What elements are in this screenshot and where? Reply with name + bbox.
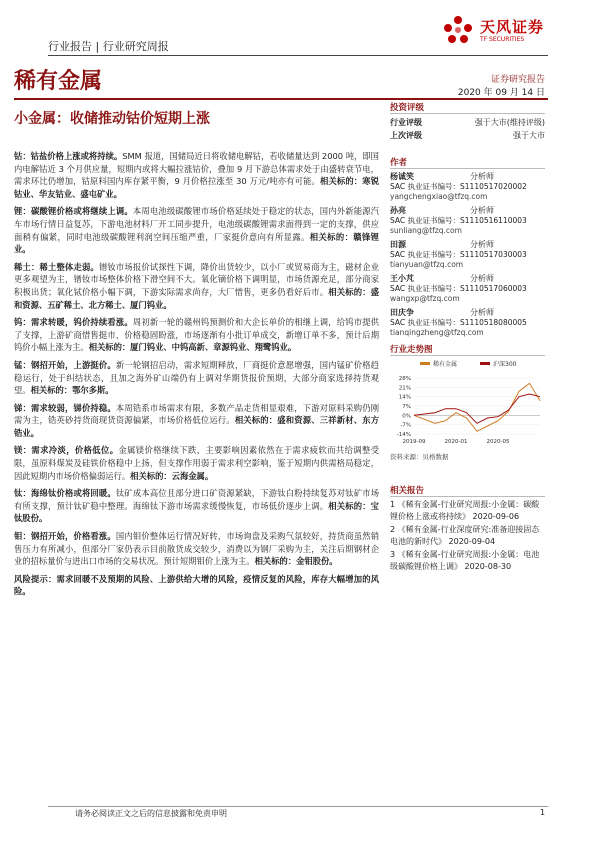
body-paragraph <box>14 444 379 482</box>
paragraph-highlight: 钨：需求转暖，钨价持续看涨。 <box>14 317 133 328</box>
body-paragraph <box>14 261 379 311</box>
paragraph-highlight: 镁：需求冷淡，价格低位。 <box>14 445 119 456</box>
y-tick-label: -14% <box>396 432 411 438</box>
paragraph-highlight: 钼：钢招开始，价格看涨。 <box>14 531 116 542</box>
company-logo <box>440 12 550 52</box>
body-paragraph <box>14 150 379 200</box>
y-tick-label: -7% <box>400 422 411 429</box>
paragraph-text: 本周电池级碳酸锂市场价格延续处于稳定的状态，国内外新能源汽车市场行情日益复苏，下游电池材料厂开工同步提升，电池级碳酸锂需求面得到一定的支撑，供应面稍有偏紧，同时电池级碳酸锂利润空间压缩严重，厂家挺价意向有所显露。 <box>14 206 379 242</box>
page-number: 1 <box>540 808 546 817</box>
author-entry <box>390 274 555 304</box>
industry-rating-value: 强于大市(维持评级) <box>474 118 545 127</box>
x-tick-label: 2020-01 <box>444 439 468 445</box>
legend-swatch <box>480 362 490 365</box>
author-email[interactable]: yangchengxiao@tfzq.com <box>390 192 488 201</box>
author-email[interactable]: tianqingzheng@tfzq.com <box>390 328 484 337</box>
paragraph-highlight: 相关标的：宝钛股份。 <box>14 500 379 524</box>
author-entry <box>390 172 555 202</box>
author-entry <box>390 308 555 338</box>
rating-divider <box>390 113 545 114</box>
y-tick-label: 7% <box>402 404 411 410</box>
author-name: 王小芃 <box>390 274 414 283</box>
paragraph-text: 周初新一轮的赣州钨预测价和大企长单价的相继上调，给钨市提供了支撑，上游矿商惜售挺市，价格稳固盼涨，市场逐渐有小批订单成交，新增订单不多，预计后期钨价小幅上涨为主。 <box>14 317 379 353</box>
authors-heading: 作者 <box>390 158 408 168</box>
paragraph-highlight: 相关标的：金钼股份。 <box>254 556 338 567</box>
paragraph-highlight: 钛：海绵钛价格或将回暖。 <box>14 488 116 499</box>
author-sac: SAC 执业证书编号：S1110518080005 <box>390 318 527 327</box>
body-paragraph <box>14 402 379 440</box>
author-sac: SAC 执业证书编号：S1110517020002 <box>390 182 527 191</box>
paragraph-highlight: 相关标的：赣锋锂业。 <box>14 231 379 255</box>
paragraph-text: 新一轮钢招启动，需求短期释放，厂商挺价意愿增强，国内锰矿价格趋稳运行，处于纠结状态，且加之海外矿山端仍有上调对华期货报价预期，大部分商家选择持货观望。 <box>14 359 379 396</box>
author-title: 分析师 <box>470 172 494 181</box>
paragraph-highlight: 相关标的：云海金属。 <box>130 470 214 481</box>
paragraph-highlight: 锂：碳酸锂价格或将继续上调。 <box>14 206 133 217</box>
page-title: 稀有金属 <box>14 69 103 94</box>
author-title: 分析师 <box>470 240 494 249</box>
paragraph-text: 国内钼价整体运行情况好转，市场询盘及采购气氛较好，持货商虽然销售压力有所减小，但部分厂家仍表示目前散货成交较少，消费以为钢厂采购为主，关注后期钢材企业的招标量价与进出口市场的交易状况。预计短期钼价上涨为主。 <box>14 531 379 567</box>
body-paragraph <box>14 359 379 397</box>
author-email[interactable]: sunliang@tfzq.com <box>390 226 462 235</box>
paragraph-text: 金属镁价格继续下跌，主要影响因素依然在于需求疲软而共给调整受限，虽原料煤炭及硅铁价格稳中上扬，但支撑作用弱于需求利空影响，鉴于短期内供需格局稳定，因此短期内市场价格偏弱运行。 <box>14 445 379 481</box>
industry-rating <box>390 117 545 128</box>
paragraph-highlight: 稀土：稀土整体走弱。 <box>14 261 99 272</box>
author-name: 田庆争 <box>390 308 414 317</box>
related-report-item[interactable]: 3 《稀有金属-行业研究周报:小金属：电池级碳酸锂价格上调》 2020-08-30 <box>390 550 540 571</box>
author-name: 杨诚笑 <box>390 172 414 181</box>
paragraph-highlight: 风险提示：需求回暖不及预期的风险、上游供给大增的风险，疫情反复的风险，库存大幅增加的风险。 <box>14 573 379 597</box>
previous-rating-value: 强于大市 <box>513 131 545 140</box>
paragraph-highlight: 钴：钴盐价格上涨或将持续。 <box>14 151 123 161</box>
series-line <box>414 383 540 431</box>
trend-divider <box>390 355 545 356</box>
previous-rating <box>390 130 545 141</box>
rating-heading: 投资评级 <box>390 103 425 113</box>
paragraph-highlight: 相关标的：寒锐钴业、华友钴业、盛屯矿业。 <box>14 176 379 199</box>
report-subtitle: 小金属：收储推动钴价短期上涨 <box>14 111 210 127</box>
author-name: 田源 <box>390 240 406 249</box>
author-entry <box>390 206 555 236</box>
industry-rating-label: 行业评级 <box>390 118 422 127</box>
author-name: 孙亮 <box>390 206 406 215</box>
paragraph-text: SMM 报道，国储局近日将收储电解钴，若收储量达到 2000 吨，即国内电解钴近 3 个月供应量，短期内或将大幅拉涨钴价，叠加 9 月下游总体需求处于由盛转衰节电，需求环比仍增加，钴原料国内库存紧平衡，9 月价格拉涨至 30 万元/吨亦有可能。 <box>14 151 379 187</box>
related-divider <box>390 496 545 497</box>
author-email[interactable]: tianyuan@tfzq.com <box>390 260 464 269</box>
logo-text-en: TF SECURITIES <box>480 36 525 43</box>
paragraph-text: 镨钕市场报价试探性下调，降价出货较少，以小厂或贸易商为主，磁材企业更多观望为主，镨钕市场整体价格下滑空间不大。氧化镝价格下调明显，市场货源充足，部分商家积极出货；氧化铽价格小幅下调，下游实际需求尚存，大厂惜售，更多仍看好后市。 <box>14 261 379 297</box>
chart-source: 资料来源：贝格数据 <box>390 453 449 461</box>
body-paragraph <box>14 530 379 568</box>
y-tick-label: 14% <box>398 394 411 401</box>
trend-heading: 行业走势图 <box>390 345 433 355</box>
legend-label: 沪深300 <box>493 361 517 368</box>
related-reports-list <box>390 499 545 574</box>
logo-mark-icon <box>440 12 476 48</box>
paragraph-highlight: 相关标的：盛和资源、五矿稀土、北方稀土、厦门钨业。 <box>14 286 379 310</box>
author-title: 分析师 <box>470 206 494 215</box>
title-divider <box>14 98 548 100</box>
footer-disclaimer: 请务必阅读正文之后的信息披露和免责申明 <box>75 809 227 818</box>
body-paragraph <box>14 205 379 255</box>
paragraph-highlight: 锰：钢招开始，上游挺价。 <box>14 359 116 370</box>
x-tick-label: 2020-05 <box>486 439 510 445</box>
paragraph-highlight: 相关标的：厦门钨业、中钨高新、章源钨业、翔鹭钨业。 <box>88 342 297 353</box>
author-entry <box>390 240 555 270</box>
related-heading: 相关报告 <box>390 486 425 496</box>
y-tick-label: 0% <box>402 413 411 420</box>
legend-swatch <box>420 362 430 365</box>
industry-trend-chart <box>390 358 550 450</box>
paragraph-highlight: 锑：需求较弱，锑价持稳。 <box>14 402 116 413</box>
author-title: 分析师 <box>470 308 494 317</box>
report-body <box>14 150 379 603</box>
author-sac: SAC 执业证书编号：S1110516110003 <box>390 216 527 225</box>
body-paragraph <box>14 487 379 525</box>
author-title: 分析师 <box>470 274 494 283</box>
paragraph-text: 钛矿成本高位且部分进口矿资源紧缺，下游钛白粉持续复苏对钛矿市场有所支撑，预计钛矿稳中整理。海绵钛下游市场需求缓慢恢复，市场低价逐步上调。 <box>14 488 379 511</box>
body-paragraph <box>14 316 379 354</box>
related-report-item[interactable]: 2 《稀有金属-行业深度研究:准备迎接固态电池的新时代》 2020-09-04 <box>390 525 540 546</box>
paragraph-highlight: 相关标的：盛和资源、三祥新材、东方锆业。 <box>14 415 379 438</box>
logo-text: 天风证券 <box>480 18 545 36</box>
paragraph-highlight: 相关标的：鄂尔多斯。 <box>30 385 114 396</box>
legend-label: 稀有金属 <box>433 361 458 368</box>
y-tick-label: 21% <box>398 385 411 392</box>
report-date: 2020 年 09 月 14 日 <box>457 88 545 98</box>
footer-divider <box>48 806 548 807</box>
authors-divider <box>390 168 545 169</box>
report-category: 行业报告 | 行业研究周报 <box>48 40 169 53</box>
author-email[interactable]: wangxp@tfzq.com <box>390 294 460 303</box>
previous-rating-label: 上次评级 <box>390 131 422 140</box>
header-divider <box>48 55 548 56</box>
author-sac: SAC 执业证书编号：S1110517030003 <box>390 250 527 259</box>
body-paragraph <box>14 573 379 598</box>
paragraph-text: 本周锆系市场需求有限，多数产品走货相显艰难，下游对原料采购仍刚需为主，锆英砂持货商现货资源偏紧，市场价格低位运行。 <box>14 402 379 426</box>
y-tick-label: 28% <box>398 376 411 382</box>
report-type: 证券研究报告 <box>490 75 545 85</box>
related-report-item[interactable]: 1 《稀有金属-行业研究周报:小金属：碳酸锂价格上涨或将持续》 2020-09-06 <box>390 500 540 521</box>
author-sac: SAC 执业证书编号：S1110517060003 <box>390 284 527 293</box>
x-tick-label: 2019-09 <box>402 439 426 445</box>
series-line <box>414 394 540 423</box>
